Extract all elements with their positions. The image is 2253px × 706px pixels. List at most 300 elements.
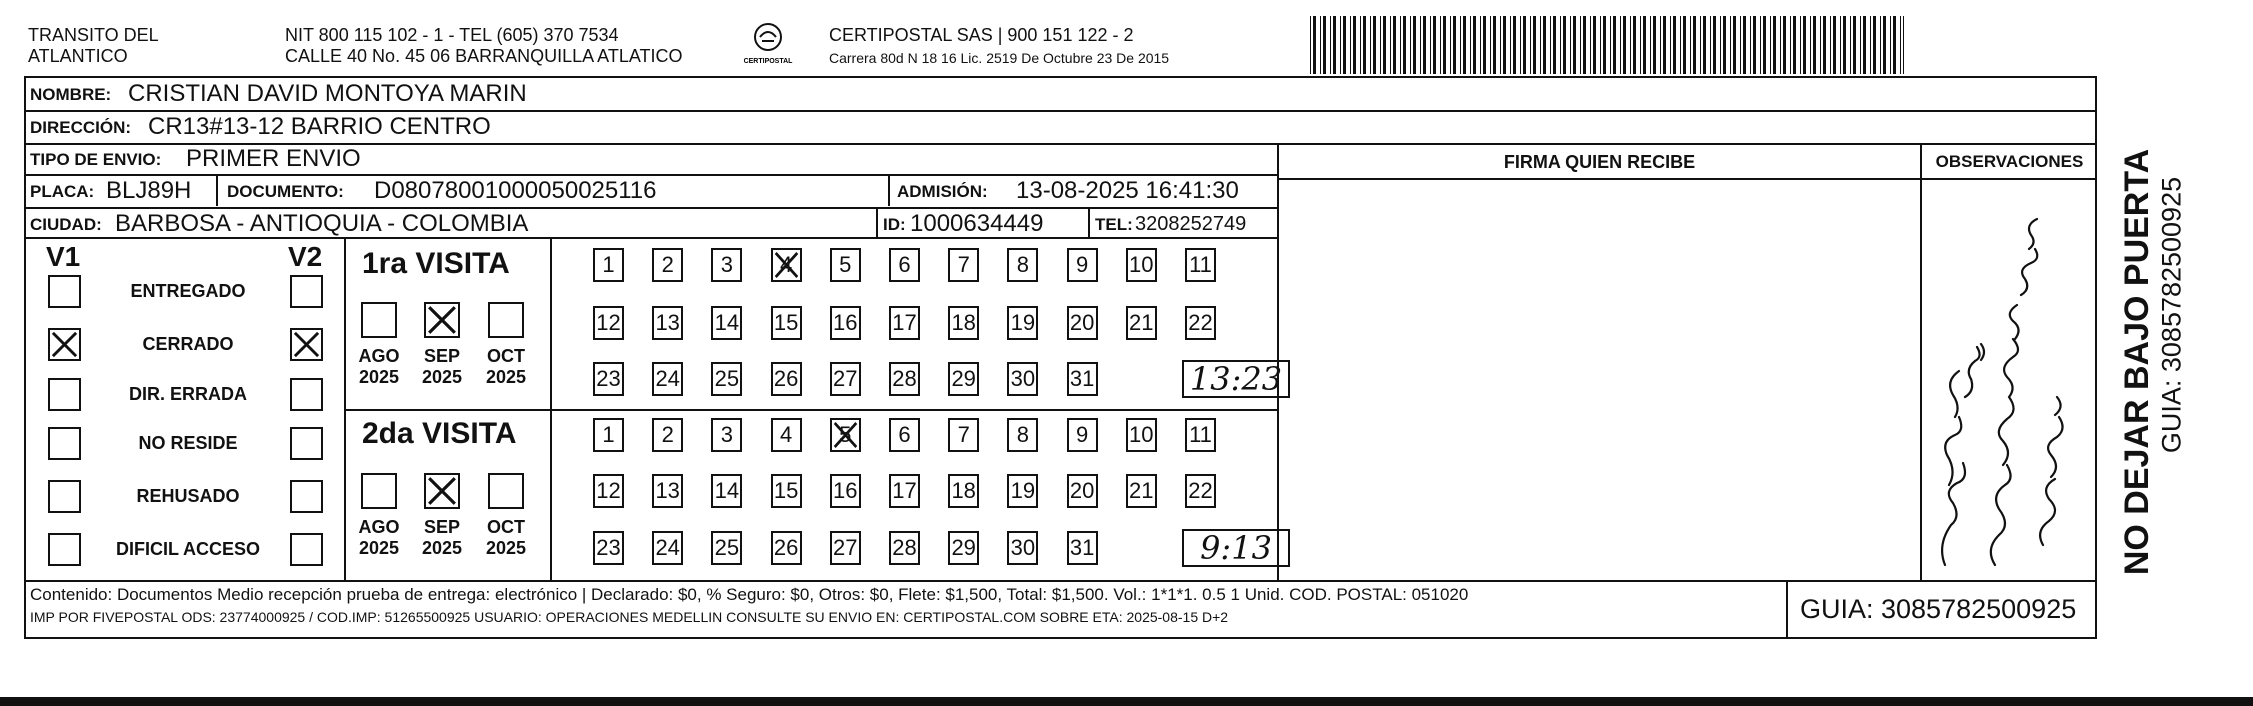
barcode-bar <box>1773 16 1776 74</box>
barcode-bar <box>1890 16 1891 74</box>
visit1-day-box[interactable] <box>1185 306 1216 340</box>
day-number: 25 <box>714 535 740 560</box>
day-number: 17 <box>892 310 917 335</box>
status-v2-checkbox[interactable] <box>290 533 323 566</box>
barcode-bar <box>1710 16 1711 74</box>
barcode-bar <box>1630 16 1631 74</box>
barcode-bar <box>1413 16 1416 74</box>
day-number: 2 <box>661 422 674 447</box>
visit2-day-box[interactable] <box>1067 531 1098 565</box>
day-number: 22 <box>1188 478 1213 503</box>
barcode-bar <box>1573 16 1576 74</box>
visit2-time-box[interactable]: 9:13 <box>1182 529 1290 567</box>
nombre-value: CRISTIAN DAVID MONTOYA MARIN <box>128 80 527 107</box>
day-number: 22 <box>1188 310 1213 335</box>
visit1-day-box[interactable] <box>1007 362 1038 396</box>
barcode-bar <box>1883 16 1886 74</box>
barcode-bar <box>1743 16 1746 74</box>
footer-guia: GUIA: 3085782500925 <box>1800 594 2077 624</box>
side-guia: GUIA: 3085782500925 <box>2156 176 2187 454</box>
barcode-bar <box>1593 16 1596 74</box>
barcode-bar <box>1503 16 1506 74</box>
day-number: 13 <box>655 478 680 503</box>
barcode-bar <box>1713 16 1716 74</box>
tel-value: 3208252749 <box>1135 213 1247 235</box>
check-x-icon <box>426 475 458 507</box>
visit1-day-box[interactable] <box>1067 362 1098 396</box>
visit1-day-box[interactable] <box>1185 248 1216 282</box>
barcode-bar <box>1663 16 1666 74</box>
side-warning: NO DEJAR BAJO PUERTA <box>2118 148 2156 576</box>
barcode-bar <box>1353 16 1356 74</box>
ciudad-label: CIUDAD: <box>30 215 102 234</box>
id-label: ID: <box>883 215 906 234</box>
barcode-bar <box>1760 16 1761 74</box>
day-number: 4 <box>779 422 793 447</box>
month-year: 2025 <box>421 366 463 387</box>
visit2-day-box[interactable] <box>711 531 742 565</box>
day-number: 12 <box>596 478 621 503</box>
barcode-bar <box>1870 16 1871 74</box>
status-option-label: CERRADO <box>142 334 234 354</box>
month-year: 2025 <box>358 537 400 558</box>
visit1-day-box[interactable] <box>889 306 920 340</box>
observaciones-handwriting <box>1925 185 2095 575</box>
day-number: 19 <box>1010 478 1036 503</box>
barcode-bar <box>1543 16 1546 74</box>
month-year: 2025 <box>358 366 400 387</box>
barcode-bar <box>1833 16 1836 74</box>
visit2-day-box[interactable] <box>593 418 624 452</box>
visit1-day-box[interactable] <box>593 362 624 396</box>
day-number: 26 <box>773 535 799 560</box>
visit2-day-box[interactable] <box>593 474 624 508</box>
barcode-bar <box>1843 16 1846 74</box>
barcode-bar <box>1813 16 1816 74</box>
day-number: 10 <box>1129 252 1154 277</box>
barcode-bar <box>1750 16 1751 74</box>
status-v2-checkbox[interactable] <box>290 328 323 361</box>
barcode-bar <box>1600 16 1601 74</box>
barcode-bar <box>1323 16 1326 74</box>
visit1-day-box[interactable] <box>1126 306 1157 340</box>
day-number: 7 <box>957 252 970 277</box>
day-number: 26 <box>773 366 799 391</box>
visit2-day-box[interactable] <box>830 474 861 508</box>
day-number: 17 <box>892 478 917 503</box>
status-v2-checkbox[interactable] <box>290 480 323 513</box>
month-name: OCT <box>487 346 525 366</box>
barcode-bar <box>1500 16 1501 74</box>
day-number: 18 <box>951 478 976 503</box>
barcode-bar <box>1340 16 1341 74</box>
barcode-bar <box>1820 16 1821 74</box>
barcode-bar <box>1550 16 1551 74</box>
day-number: 13 <box>655 310 680 335</box>
visit1-day-box[interactable] <box>1007 306 1038 340</box>
org-name-line1: TRANSITO DEL <box>28 25 159 45</box>
barcode-bar <box>1480 16 1481 74</box>
admision-value: 13-08-2025 16:41:30 <box>1016 177 1239 204</box>
svg-text:CERTIPOSTAL: CERTIPOSTAL <box>743 58 793 65</box>
visit2-day-box[interactable] <box>711 474 742 508</box>
visit2-day-box[interactable] <box>711 418 742 452</box>
barcode-bar <box>1793 16 1796 74</box>
month-year: 2025 <box>421 537 463 558</box>
status-option-label: DIR. ERRADA <box>128 384 247 404</box>
day-number: 27 <box>833 366 858 391</box>
visit2-month-label <box>483 517 529 558</box>
barcode-bar <box>1880 16 1881 74</box>
day-number: 11 <box>1189 422 1212 447</box>
barcode-bar <box>1390 16 1391 74</box>
visit2-day-box[interactable] <box>948 531 979 565</box>
status-v2-checkbox[interactable] <box>290 275 323 308</box>
barcode-bar <box>1383 16 1386 74</box>
visit1-day-box[interactable] <box>771 362 802 396</box>
check-x-icon <box>832 420 859 450</box>
visit2-day-box[interactable] <box>1126 474 1157 508</box>
barcode-bar <box>1720 16 1721 74</box>
barcode-bar <box>1863 16 1866 74</box>
status-v1-checkbox[interactable] <box>48 480 81 513</box>
barcode-bar <box>1483 16 1486 74</box>
visit1-month-checkbox[interactable] <box>488 302 524 338</box>
status-v1-checkbox[interactable] <box>48 427 81 460</box>
visit1-day-box[interactable] <box>889 362 920 396</box>
barcode <box>1308 16 1908 74</box>
visit1-time-box[interactable]: 13:23 <box>1182 360 1290 398</box>
tipo-envio-value: PRIMER ENVIO <box>186 145 361 172</box>
month-year: 2025 <box>485 366 527 387</box>
status-option-label: NO RESIDE <box>138 433 238 453</box>
visit1-day-box[interactable] <box>830 362 861 396</box>
visit2-day-box[interactable] <box>771 418 802 452</box>
nombre-label: NOMBRE: <box>30 85 112 104</box>
day-number: 18 <box>951 310 976 335</box>
check-x-icon <box>50 330 79 359</box>
barcode-bar <box>1440 16 1441 74</box>
company-line: CERTIPOSTAL SAS | 900 151 122 - 2 <box>829 25 1134 45</box>
visit2-day-box[interactable] <box>889 474 920 508</box>
barcode-bar <box>1370 16 1371 74</box>
address-line: CALLE 40 No. 45 06 BARRANQUILLA ATLATICO <box>285 46 683 66</box>
tipo-envio-label: TIPO DE ENVIO: <box>30 150 162 169</box>
barcode-bar <box>1730 16 1731 74</box>
barcode-bar <box>1643 16 1646 74</box>
v2-label: V2 <box>288 241 323 272</box>
day-number: 14 <box>714 478 740 503</box>
visit2-day-box[interactable] <box>652 531 683 565</box>
visit2-day-box[interactable] <box>830 531 861 565</box>
visit1-day-box[interactable] <box>948 362 979 396</box>
day-number: 31 <box>1069 366 1095 391</box>
visit1-day-box[interactable] <box>593 306 624 340</box>
barcode-bar <box>1493 16 1496 74</box>
visit2-day-box[interactable] <box>652 474 683 508</box>
barcode-bar <box>1703 16 1706 74</box>
visit2-day-box[interactable] <box>1007 531 1038 565</box>
footer-print-line: IMP POR FIVEPOSTAL ODS: 23774000925 / COD.IMP: 51265500925 USUARIO: OPERACIONES MEDELLIN CONSULTE SU ENVIO EN: CERTIPOSTAL.COM SOBRE ETA: 2025-08-15 D+2 <box>30 609 1229 625</box>
check-x-icon <box>292 330 321 359</box>
barcode-bar <box>1903 16 1904 74</box>
org-name-line2: ATLANTICO <box>28 46 128 66</box>
barcode-bar <box>1320 16 1321 74</box>
barcode-bar <box>1443 16 1446 74</box>
barcode-bar <box>1540 16 1541 74</box>
barcode-bar <box>1463 16 1466 74</box>
visit2-day-box[interactable] <box>948 418 979 452</box>
day-number: 10 <box>1129 422 1154 447</box>
barcode-bar <box>1520 16 1521 74</box>
barcode-bar <box>1603 16 1606 74</box>
status-v2-checkbox[interactable] <box>290 378 323 411</box>
visit2-day-box[interactable] <box>1067 418 1098 452</box>
day-number: 5 <box>839 422 852 447</box>
visit1-day-box[interactable] <box>1067 248 1098 282</box>
day-number: 2 <box>661 252 674 277</box>
visit1-day-box[interactable] <box>1067 306 1098 340</box>
month-name: SEP <box>423 517 461 537</box>
visit1-day-box[interactable] <box>830 306 861 340</box>
barcode-bar <box>1723 16 1726 74</box>
barcode-bar <box>1350 16 1351 74</box>
day-number: 14 <box>714 310 740 335</box>
visit1-day-box[interactable] <box>830 248 861 282</box>
barcode-bar <box>1733 16 1736 74</box>
certipostal-logo <box>740 20 796 66</box>
visit1-day-box[interactable] <box>652 306 683 340</box>
barcode-bar <box>1613 16 1616 74</box>
visit2-day-box[interactable] <box>593 531 624 565</box>
day-number: 23 <box>596 535 621 560</box>
day-number: 6 <box>898 422 911 447</box>
barcode-bar <box>1623 16 1626 74</box>
barcode-bar <box>1800 16 1801 74</box>
barcode-bar <box>1333 16 1336 74</box>
visit2-day-box[interactable] <box>889 418 920 452</box>
barcode-bar <box>1343 16 1346 74</box>
barcode-bar <box>1430 16 1431 74</box>
day-number: 28 <box>892 366 917 391</box>
barcode-bar <box>1433 16 1436 74</box>
barcode-bar <box>1570 16 1571 74</box>
barcode-bar <box>1310 16 1311 74</box>
day-number: 28 <box>892 535 917 560</box>
barcode-bar <box>1460 16 1461 74</box>
day-number: 1 <box>602 252 615 277</box>
barcode-bar <box>1873 16 1876 74</box>
visit2-day-box[interactable] <box>1007 418 1038 452</box>
month-name: OCT <box>487 517 525 537</box>
observaciones-header: OBSERVACIONES <box>1935 152 2084 171</box>
day-number: 5 <box>839 252 852 277</box>
barcode-bar <box>1360 16 1361 74</box>
day-number: 7 <box>957 422 970 447</box>
visit2-day-box[interactable] <box>830 418 861 452</box>
barcode-bar <box>1380 16 1381 74</box>
visit2-title: 2da VISITA <box>362 417 517 450</box>
visit1-day-box[interactable] <box>1007 248 1038 282</box>
nit-line: NIT 800 115 102 - 1 - TEL (605) 370 7534 <box>285 25 619 45</box>
visit2-day-box[interactable] <box>1007 474 1038 508</box>
status-v2-checkbox[interactable] <box>290 427 323 460</box>
license-line: Carrera 80d N 18 16 Lic. 2519 De Octubre 23 De 2015 <box>829 50 1170 66</box>
barcode-bar <box>1823 16 1826 74</box>
day-number: 20 <box>1069 478 1095 503</box>
visit2-month-checkbox[interactable] <box>361 473 397 509</box>
day-number: 12 <box>596 310 621 335</box>
bottom-band <box>0 697 2253 706</box>
visit1-day-box[interactable] <box>948 248 979 282</box>
visit1-day-box[interactable] <box>771 306 802 340</box>
status-v1-checkbox[interactable] <box>48 378 81 411</box>
barcode-bar <box>1510 16 1511 74</box>
day-number: 29 <box>951 535 976 560</box>
visit2-day-box[interactable] <box>771 531 802 565</box>
documento-label: DOCUMENTO: <box>227 182 344 201</box>
visit2-day-box[interactable] <box>771 474 802 508</box>
day-number: 4 <box>779 252 793 277</box>
barcode-bar <box>1523 16 1526 74</box>
barcode-bar <box>1560 16 1561 74</box>
status-option-label: REHUSADO <box>136 486 240 506</box>
visit1-day-box[interactable] <box>1126 248 1157 282</box>
barcode-bar <box>1850 16 1851 74</box>
visit2-day-box[interactable] <box>889 531 920 565</box>
day-number: 21 <box>1129 310 1154 335</box>
visit1-day-box[interactable] <box>711 362 742 396</box>
visit2-day-box[interactable] <box>652 418 683 452</box>
status-v1-checkbox[interactable] <box>48 275 81 308</box>
visit1-day-box[interactable] <box>889 248 920 282</box>
day-number: 16 <box>833 478 858 503</box>
status-option-label: DIFICIL ACCESO <box>115 539 260 559</box>
visit1-month-checkbox[interactable] <box>361 302 397 338</box>
barcode-bar <box>1330 16 1331 74</box>
check-x-icon <box>773 250 800 280</box>
visit2-day-box[interactable] <box>1067 474 1098 508</box>
barcode-bar <box>1553 16 1556 74</box>
direccion-label: DIRECCIÓN: <box>30 118 132 137</box>
barcode-bar <box>1740 16 1741 74</box>
barcode-bar <box>1700 16 1701 74</box>
firma-area[interactable] <box>1280 181 1918 578</box>
day-number: 3 <box>720 252 734 277</box>
barcode-bar <box>1680 16 1681 74</box>
day-number: 30 <box>1010 366 1036 391</box>
visit2-month-checkbox[interactable] <box>488 473 524 509</box>
month-name: SEP <box>423 346 461 366</box>
day-number: 29 <box>951 366 976 391</box>
admision-label: ADMISIÓN: <box>897 182 988 201</box>
ciudad-value: BARBOSA - ANTIOQUIA - COLOMBIA <box>115 210 529 237</box>
visit1-day-box[interactable] <box>652 248 683 282</box>
barcode-bar <box>1780 16 1781 74</box>
month-year: 2025 <box>485 537 527 558</box>
barcode-bar <box>1393 16 1396 74</box>
day-number: 9 <box>1075 422 1089 447</box>
visit2-day-box[interactable] <box>1126 418 1157 452</box>
barcode-bar <box>1313 16 1316 74</box>
month-name: AGO <box>358 517 400 537</box>
barcode-bar <box>1420 16 1421 74</box>
barcode-bar <box>1653 16 1656 74</box>
barcode-bar <box>1470 16 1471 74</box>
barcode-bar <box>1513 16 1516 74</box>
day-number: 27 <box>833 535 858 560</box>
day-number: 19 <box>1010 310 1036 335</box>
direccion-value: CR13#13-12 BARRIO CENTRO <box>148 113 491 140</box>
status-v1-checkbox[interactable] <box>48 328 81 361</box>
barcode-bar <box>1683 16 1686 74</box>
barcode-bar <box>1770 16 1771 74</box>
id-value: 1000634449 <box>910 210 1044 237</box>
barcode-bar <box>1763 16 1766 74</box>
visit1-day-box[interactable] <box>652 362 683 396</box>
visit1-day-box[interactable] <box>948 306 979 340</box>
barcode-bar <box>1633 16 1636 74</box>
visit1-day-box[interactable] <box>711 306 742 340</box>
footer-content-line: Contenido: Documentos Medio recepción prueba de entrega: electrónico | Declarado: $0, % Seguro: $0, Otros: $0, Flete: $1,500, Total: $1,500. Vol.: 1*1*1. 0.5 1 Unid. COD. POSTAL: 051020 <box>30 585 1469 604</box>
visit1-day-box[interactable] <box>711 248 742 282</box>
check-x-icon <box>426 304 458 336</box>
day-number: 23 <box>596 366 621 391</box>
barcode-bar <box>1453 16 1456 74</box>
barcode-bar <box>1893 16 1896 74</box>
barcode-bar <box>1563 16 1566 74</box>
barcode-bar <box>1840 16 1841 74</box>
visit1-day-box[interactable] <box>593 248 624 282</box>
barcode-bar <box>1533 16 1536 74</box>
barcode-bar <box>1410 16 1411 74</box>
barcode-bar <box>1640 16 1641 74</box>
barcode-bar <box>1810 16 1811 74</box>
day-number: 30 <box>1010 535 1036 560</box>
barcode-bar <box>1853 16 1856 74</box>
visit1-day-box[interactable] <box>771 248 802 282</box>
barcode-bar <box>1690 16 1691 74</box>
day-number: 9 <box>1075 252 1089 277</box>
day-number: 24 <box>655 535 680 560</box>
day-number: 31 <box>1069 535 1095 560</box>
barcode-bar <box>1660 16 1661 74</box>
visit2-month-checkbox[interactable] <box>424 473 460 509</box>
barcode-bar <box>1783 16 1786 74</box>
barcode-bar <box>1610 16 1611 74</box>
barcode-bar <box>1450 16 1451 74</box>
visit2-day-box[interactable] <box>948 474 979 508</box>
status-option-label: ENTREGADO <box>130 281 246 301</box>
day-number: 16 <box>833 310 858 335</box>
visit2-month-label <box>356 517 402 558</box>
day-number: 25 <box>714 366 740 391</box>
tel-label: TEL: <box>1095 215 1133 234</box>
firma-header: FIRMA QUIEN RECIBE <box>1503 152 1696 172</box>
barcode-bar <box>1473 16 1476 74</box>
visit1-month-label <box>419 346 465 387</box>
day-number: 15 <box>773 310 799 335</box>
barcode-bar <box>1363 16 1366 74</box>
barcode-bar <box>1400 16 1401 74</box>
visit2-day-box[interactable] <box>1185 418 1216 452</box>
status-v1-checkbox[interactable] <box>48 533 81 566</box>
barcode-bar <box>1583 16 1586 74</box>
visit2-day-box[interactable] <box>1185 474 1216 508</box>
visit1-month-checkbox[interactable] <box>424 302 460 338</box>
day-number: 11 <box>1189 252 1212 277</box>
barcode-bar <box>1670 16 1671 74</box>
